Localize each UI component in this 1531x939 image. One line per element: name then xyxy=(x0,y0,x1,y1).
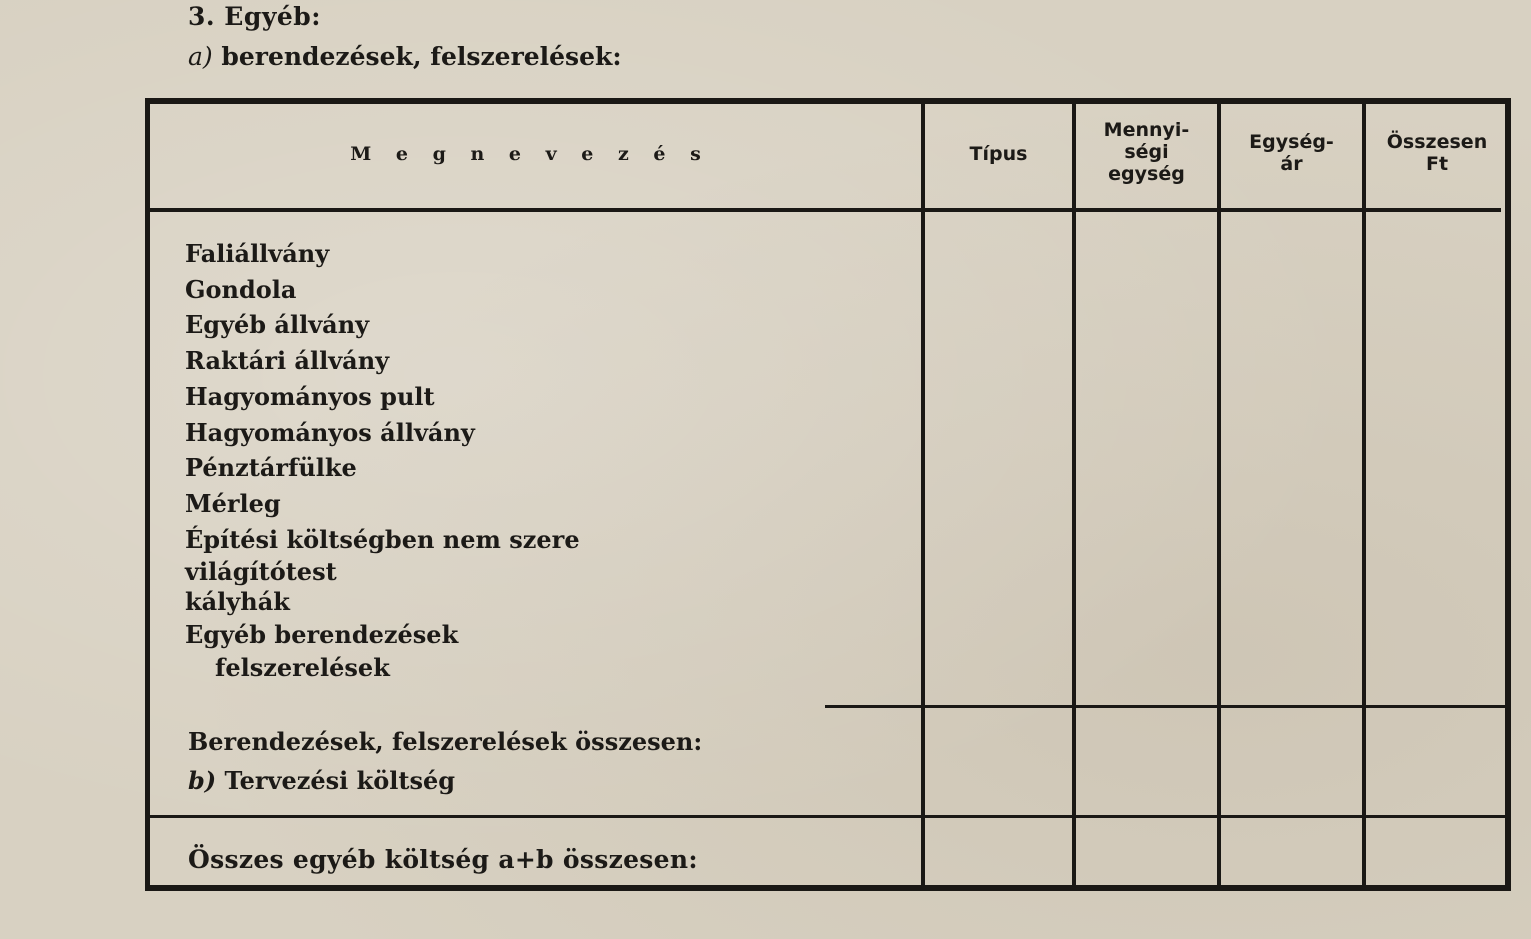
list-item: Mérleg xyxy=(185,488,281,518)
design-cost-label-letter: b) xyxy=(188,766,217,795)
list-item: Pénztárfülke xyxy=(185,453,357,483)
header-price xyxy=(1221,131,1362,175)
subtotal-rule xyxy=(825,705,1509,708)
list-item: Hagyományos állvány xyxy=(185,417,475,447)
column-divider-unit xyxy=(1072,102,1076,888)
header-rule xyxy=(150,208,1501,212)
column-divider-type xyxy=(921,102,925,888)
design-cost-label: Tervezési költség xyxy=(224,766,456,795)
column-divider-total xyxy=(1362,102,1366,888)
list-item: Építési költségben nem szere xyxy=(185,524,580,554)
list-item: Faliállvány xyxy=(185,239,330,268)
grand-total-rule xyxy=(150,815,1509,818)
subsection-label: a) xyxy=(188,42,213,71)
item-list xyxy=(185,236,580,683)
header-type xyxy=(925,143,1072,165)
list-item: Egyéb berendezések xyxy=(185,620,459,650)
list-item: Raktári állvány xyxy=(185,346,390,376)
list-item: Hagyományos pult xyxy=(185,381,435,411)
grand-total-label: Összes egyéb költség a+b összesen: xyxy=(188,845,698,874)
header-total xyxy=(1366,131,1508,175)
header-type-label: Típus xyxy=(969,143,1028,165)
list-item: Egyéb állvány xyxy=(185,310,370,340)
list-item: felszerelések xyxy=(215,653,390,683)
list-item: világítótest xyxy=(185,557,337,587)
section-title: 3. Egyéb: xyxy=(188,2,321,31)
header-unit-line2: ségi xyxy=(1124,141,1169,163)
subsection-title: berendezések, felszerelések: xyxy=(221,42,622,71)
list-item: Gondola xyxy=(185,274,297,304)
header-price-line2: ár xyxy=(1280,153,1303,175)
header-total-line1: Összesen xyxy=(1386,131,1488,153)
header-unit-line1: Mennyi- xyxy=(1103,119,1190,141)
header-name: M e g n e v e z é s xyxy=(350,143,710,165)
subtotal-label: Berendezések, felszerelések összesen: xyxy=(188,727,703,756)
header-unit-line3: egység xyxy=(1108,163,1185,185)
header-unit xyxy=(1076,119,1217,185)
header-price-line1: Egység- xyxy=(1249,131,1334,153)
header-total-line2: Ft xyxy=(1425,153,1449,175)
list-item: kályhák xyxy=(185,587,290,617)
design-cost-row xyxy=(188,766,455,795)
subsection-heading xyxy=(188,42,622,71)
column-divider-price xyxy=(1217,102,1221,888)
